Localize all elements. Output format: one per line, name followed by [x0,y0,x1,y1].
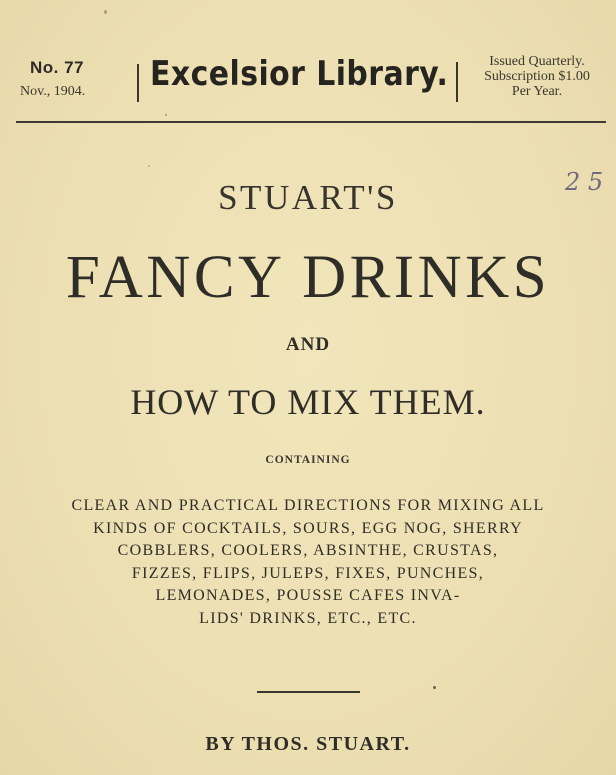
description-line: COBBLERS, COOLERS, ABSINTHE, CRUSTAS, [117,542,499,559]
issue-date: Nov., 1904. [20,84,86,99]
masthead-rule [16,121,606,123]
handwritten-mark: 2 5 [565,168,604,196]
subscription-line: Issued Quarterly. [489,54,585,69]
issue-number: No. 77 [30,58,85,77]
masthead-divider-left [137,64,139,102]
author-possessive: STUART'S [218,178,398,217]
subscription-line: Subscription $1.00 [484,69,590,84]
library-title: Excelsior Library. [150,54,449,94]
subscription-info [462,54,612,99]
subscription-line: Per Year. [511,84,563,99]
description-line: CLEAR AND PRACTICAL DIRECTIONS FOR MIXING ALL [71,497,545,514]
byline-rule [257,691,360,693]
description-line: KINDS OF COCKTAILS, SOURS, EGG NOG, SHERRY [93,519,523,537]
paper-speck [104,10,107,14]
containing-label: CONTAINING [265,454,351,466]
paper-speck [165,114,167,116]
paper-speck [148,165,150,167]
title-conjunction: AND [285,334,331,355]
masthead-divider-right [456,62,458,102]
subtitle: HOW TO MIX THEM. [130,382,486,422]
main-title: FANCY DRINKS [65,244,551,311]
description [0,497,616,632]
description-line: LEMONADES, POUSSE CAFES INVA- [155,587,461,604]
description-line: FIZZES, FLIPS, JULEPS, FIXES, PUNCHES, [131,564,485,582]
paper-speck [433,686,436,689]
byline: BY THOS. STUART. [205,733,411,755]
description-line: LIDS' DRINKS, ETC., ETC. [199,609,417,627]
masthead [0,48,616,110]
